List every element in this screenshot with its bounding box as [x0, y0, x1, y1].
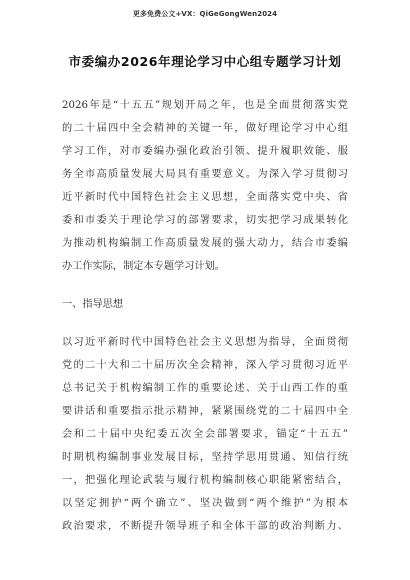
intro-line: 办工作实际，制定本专题学习计划。: [62, 261, 225, 272]
guiding-line: 会和二十届中央纪委五次全会部署要求，锚定“十五五”: [62, 429, 348, 440]
guiding-line: 以坚定拥护“两个确立”、坚决做到“两个维护”为根本: [62, 498, 348, 509]
guiding-line: 时期机构编制事业发展目标，坚持学思用贯通、知信行统: [62, 452, 348, 463]
intro-line: 近平新时代中国特色社会主义思想，全面落实党中央、省: [62, 192, 348, 203]
header-note: 更多免费公文+VX：QiGeGongWen2024: [132, 10, 278, 18]
intro-line: 务全市高质量发展大局具有重要意义。为深入学习贯彻习: [62, 169, 348, 180]
guiding-line: 党的二十大和二十届历次全会精神，深入学习贯彻习近平: [62, 360, 348, 371]
guiding-line: 一，把强化理论武装与履行机构编制核心职能紧密结合，: [62, 475, 348, 486]
guiding-line: 以习近平新时代中国特色社会主义思想为指导，全面贯彻: [62, 337, 348, 348]
intro-line: 2026年是“十五五”规划开局之年，也是全面贯彻落实党: [62, 100, 348, 111]
intro-line: 为推动机构编制工作高质量发展的强大动力，结合市委编: [62, 238, 348, 249]
guiding-line: 要讲话和重要指示批示精神，紧紧围绕党的二十届四中全: [62, 406, 348, 417]
intro-line: 的二十届四中全会精神的关键一年，做好理论学习中心组: [62, 123, 348, 134]
document-title: 市委编办2026年理论学习中心组专题学习计划: [68, 54, 342, 69]
guiding-line: 政治要求，不断提升领导班子和全体干部的政治判断力、: [62, 521, 348, 532]
guiding-line: 总书记关于机构编制工作的重要论述、关于山西工作的重: [62, 383, 348, 394]
intro-line: 学习工作，对市委编办强化政治引领、提升履职效能、服: [62, 146, 348, 157]
intro-line: 委和市委关于理论学习的部署要求，切实把学习成果转化: [62, 215, 348, 226]
section-heading: 一、指导思想: [62, 299, 124, 310]
